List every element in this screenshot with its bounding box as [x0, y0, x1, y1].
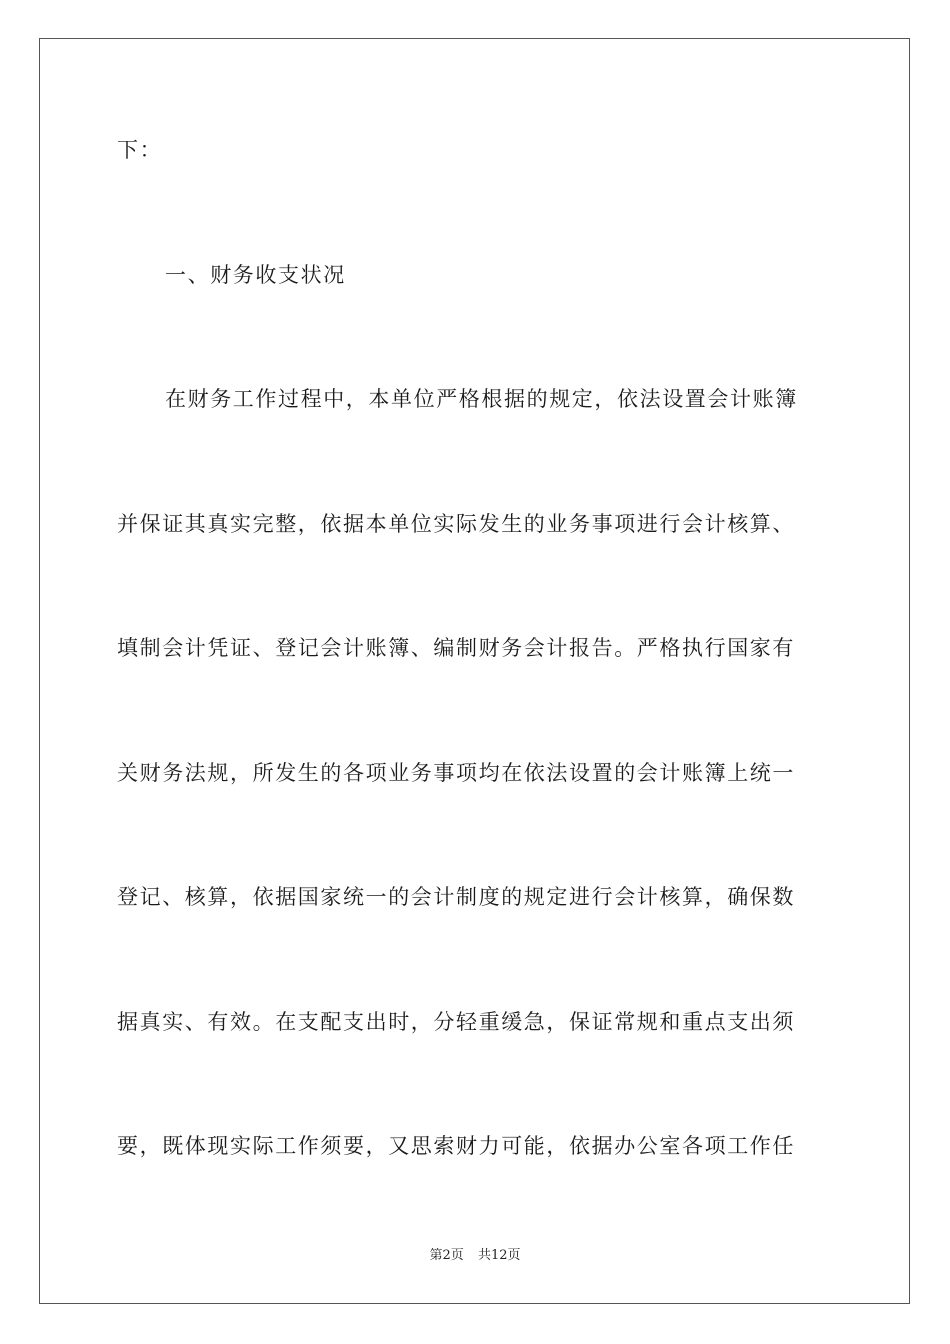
text-line-4: 并保证其真实完整，依据本单位实际发生的业务事项进行会计核算、	[117, 512, 795, 536]
text-line-6: 关财务法规，所发生的各项业务事项均在依法设置的会计账簿上统一	[117, 761, 795, 785]
text-line-3: 在财务工作过程中，本单位严格根据的规定，依法设置会计账簿	[165, 387, 798, 411]
text-line-5: 填制会计凭证、登记会计账簿、编制财务会计报告。严格执行国家有	[117, 636, 795, 660]
page-total: 共12页	[477, 1248, 521, 1263]
text-line-9: 要，既体现实际工作须要，又思索财力可能，依据办公室各项工作任	[117, 1134, 795, 1158]
page-footer	[0, 1249, 950, 1262]
page-number: 第2页	[429, 1248, 464, 1263]
page-frame	[39, 38, 910, 1304]
section-heading: 一、财务收支状况	[165, 263, 346, 287]
text-line-7: 登记、核算，依据国家统一的会计制度的规定进行会计核算，确保数	[117, 885, 795, 909]
text-line-1: 下：	[117, 138, 163, 162]
text-line-8: 据真实、有效。在支配支出时，分轻重缓急，保证常规和重点支出须	[117, 1010, 795, 1034]
